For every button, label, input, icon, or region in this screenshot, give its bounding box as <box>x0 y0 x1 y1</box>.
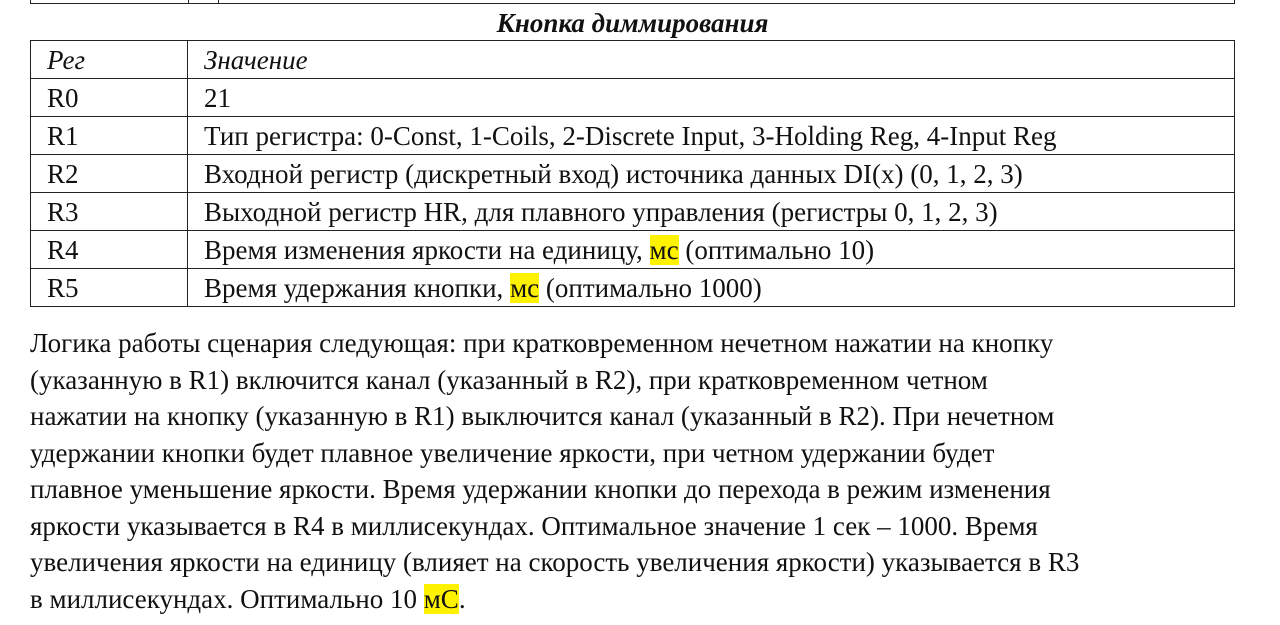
reg-cell: R0 <box>31 79 188 117</box>
description-paragraph <box>30 325 1255 617</box>
highlighted-unit: мс <box>510 272 540 303</box>
reg-cell: R2 <box>31 155 188 193</box>
reg-cell: R4 <box>31 231 188 269</box>
table-row <box>31 155 1235 193</box>
value-cell: Выходной регистр HR, для плавного управления (регистры 0, 1, 2, 3) <box>188 193 1235 231</box>
table-divider <box>218 0 219 3</box>
reg-cell: R5 <box>31 269 188 307</box>
value-cell <box>188 269 1235 307</box>
reg-cell: R1 <box>31 117 188 155</box>
previous-table-fragment <box>30 0 1235 4</box>
value-text: (оптимально 1000) <box>539 272 762 303</box>
register-table <box>30 40 1235 307</box>
paragraph-line: яркости указывается в R4 в миллисекундах. Оптимальное значение 1 сек – 1000. Время <box>30 510 1038 541</box>
paragraph-text: . <box>458 583 466 614</box>
paragraph-line: (указанную в R1) включится канал (указанный в R2), при кратковременном четном <box>30 364 988 395</box>
value-text: Время изменения яркости на единицу, <box>204 234 650 265</box>
paragraph-line: нажатии на кнопку (указанную в R1) выключится канал (указанный в R2). При нечетном <box>30 401 1055 431</box>
highlighted-unit: мс <box>649 234 679 265</box>
paragraph-text: в миллисекундах. Оптимально 10 <box>30 583 424 614</box>
value-text: Время удержания кнопки, <box>204 272 511 303</box>
table-row <box>31 231 1235 269</box>
table-row <box>31 117 1235 155</box>
table-header-row <box>31 41 1235 79</box>
table-row <box>31 269 1235 307</box>
value-cell <box>188 231 1235 269</box>
paragraph-line: плавное уменьшение яркости. Время удержании кнопки до перехода в режим изменения <box>30 474 1051 504</box>
paragraph-line-last <box>30 581 1255 618</box>
table-caption: Кнопка диммирования <box>496 8 769 38</box>
paragraph-line: Логика работы сценария следующая: при кратковременном нечетном нажатии на кнопку <box>30 328 1054 358</box>
reg-cell: R3 <box>31 193 188 231</box>
header-value: Значение <box>188 41 1235 79</box>
highlighted-unit: мС <box>423 583 459 614</box>
value-cell: Тип регистра: 0-Const, 1-Coils, 2-Discrete Input, 3-Holding Reg, 4-Input Reg <box>188 117 1235 155</box>
value-cell: 21 <box>188 79 1235 117</box>
header-reg: Рег <box>31 41 188 79</box>
paragraph-line: удержании кнопки будет плавное увеличение яркости, при четном удержании будет <box>30 437 995 468</box>
table-row <box>31 79 1235 117</box>
paragraph-line: увеличения яркости на единицу (влияет на скорость увеличения яркости) указывается в R3 <box>30 547 1080 577</box>
value-cell: Входной регистр (дискретный вход) источника данных DI(x) (0, 1, 2, 3) <box>188 155 1235 193</box>
table-row <box>31 193 1235 231</box>
table-divider <box>188 0 189 3</box>
value-text: (оптимально 10) <box>678 234 875 265</box>
